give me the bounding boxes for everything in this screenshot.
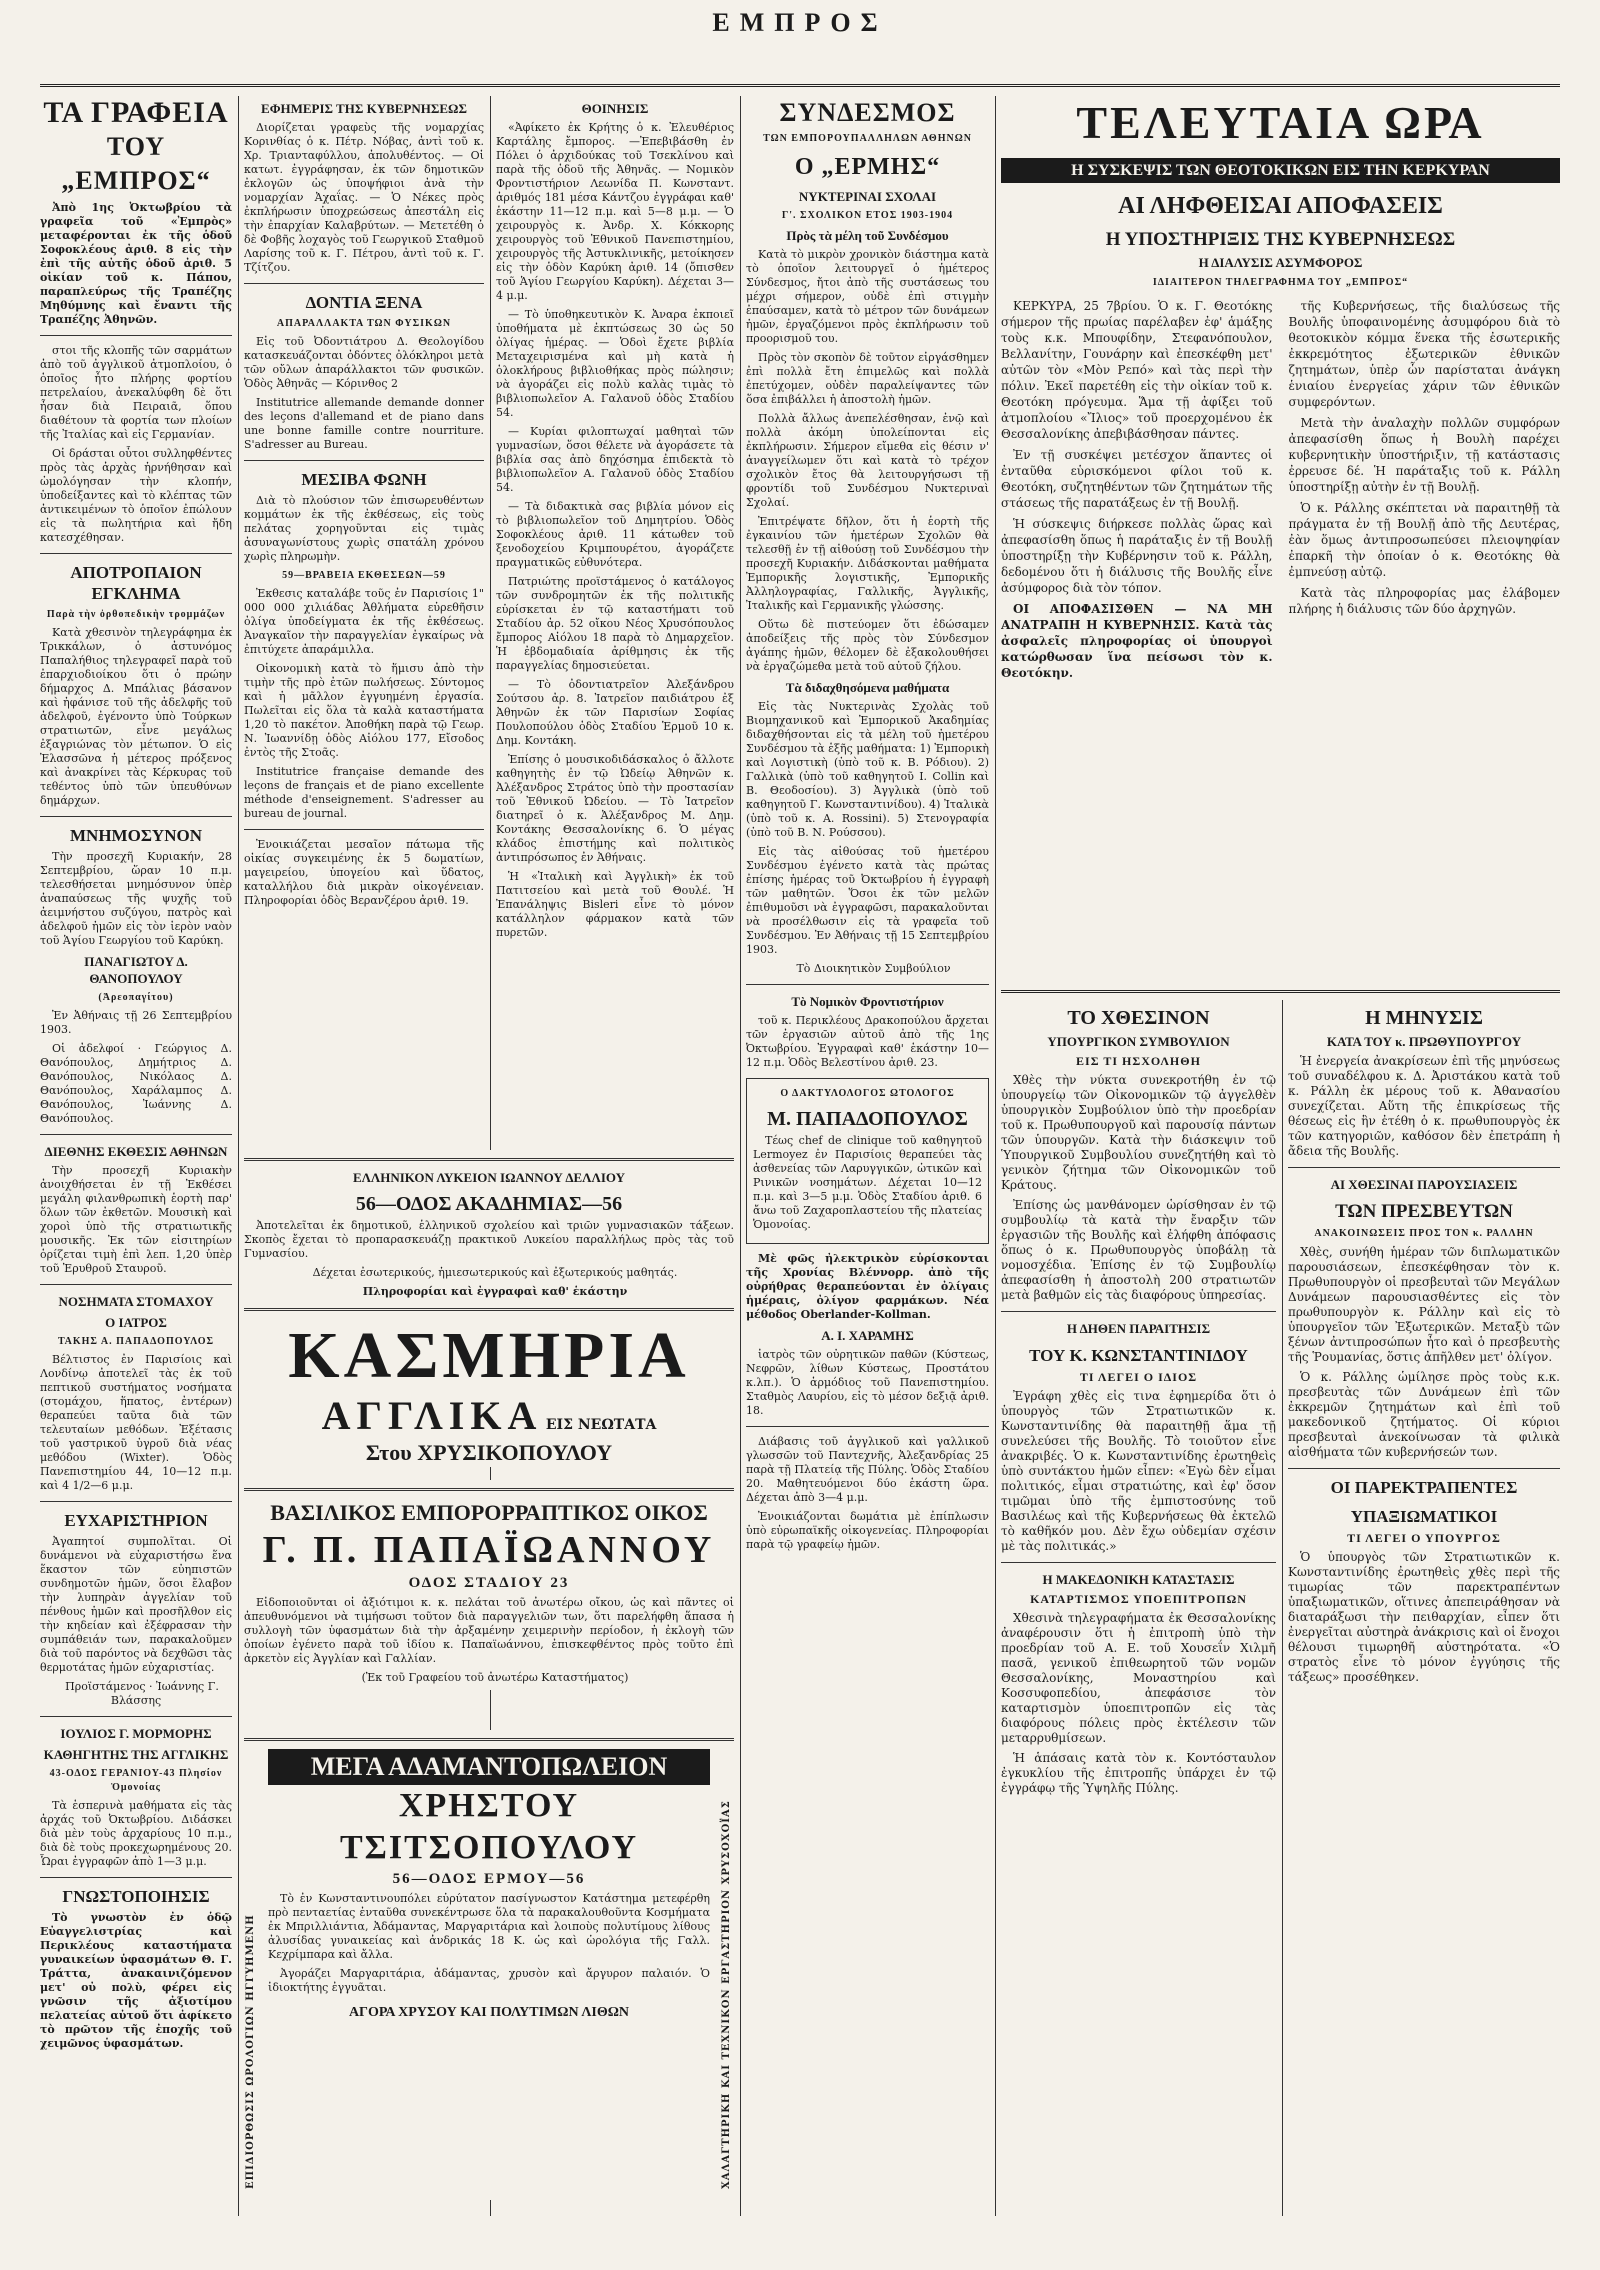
column-2 xyxy=(244,96,484,1146)
cashmere-english: ΑΓΓΛΙΚΑ xyxy=(321,1393,543,1438)
column-rule xyxy=(740,96,741,2216)
headline-teacher: ΙΟΥΛΙΟΣ Γ. ΜΟΡΜΟΡΗΣ xyxy=(60,1726,212,1741)
article-text: Διάβασις τοῦ ἀγγλικοῦ καὶ γαλλικοῦ γλωσσῶν τοῦ Παντεχνῆς, Ἀλεξανδρίας 25 παρὰ τῇ Πλατείᾳ τῆς Πύλης. Ὁδὸς Σταδίου 20. Μαθητευόμενοι δύο ἑκάστη ὥρα. Δέχεται ἀπὸ 3—4 μ.μ. xyxy=(746,1435,989,1504)
newspaper-title: ΕΜΠΡΟΣ xyxy=(712,8,888,37)
article-text: Institutrice française demande des leçons de français et de piano excellente méthode d'enseignement. S'adresser au bureau de journal. xyxy=(244,765,484,820)
cashmere-store: Στου ΧΡΥΣΙΚΟΠΟΥΛΟΥ xyxy=(365,1440,613,1465)
headline-nco-2: ΥΠΑΞΙΩΜΑΤΙΚΟΙ xyxy=(1350,1507,1498,1526)
article-text: Οἰκονομικὴ κατὰ τὸ ἥμισυ ἀπὸ τὴν τιμὴν τῆς πρὸ ἐτῶν πωλήσεως. Σύντομος καὶ ἡ μᾶλλον ἐγγυημένη ἐργασία. Πωλεῖται εἰς ὅλα τὰ καλὰ καταστήματα 1,20 τὸ πακέτον. Ἀποθήκη παρὰ τῷ Γεωρ. Ν. Ἰωαννίδῃ ὁδὸς Αἰόλου 177, Εἴσοδος ἐντὸς τῆς Στοᾶς. xyxy=(244,662,484,759)
article-text: Εἰς τοῦ Ὀδοντιάτρου Δ. Θεολογίδου κατασκευάζονται ὀδόντες ὀλόκληροι μετὰ τῶν οὔλων ἀπαράλλακτοι τῶν φυσικῶν. Ὁδὸς Ἀθηνᾶς — Κόρινθος 2 xyxy=(244,335,484,390)
article-text: Ἡ σύσκεψις διήρκεσε πολλὰς ὥρας καὶ ἀπεφασίσθη ὅπως ἡ παράταξις ἐν τῇ Βουλῇ ὑποστηρίξῃ τὴν Κυβέρνησιν τοῦ κ. Ράλλη, δεδομένου ὅτι ἡ διάλυσις τῆς Βουλῆς εἶνε ἀσύμφορος διὰ τὸν τόπον. xyxy=(1001,517,1273,595)
headline-memorial: ΜΝΗΜΟΣΥΝΟΝ xyxy=(70,826,202,845)
headline-notice: ΓΝΩΣΤΟΠΟΙΗΣΙΣ xyxy=(62,1887,210,1906)
masthead-rule xyxy=(40,84,1560,87)
doctor-name: ΤΑΚΗΣ Α. ΠΑΠΑΔΟΠΟΥΛΟΣ xyxy=(57,1336,215,1347)
article-text: Ἐνοικιάζεται μεσαῖον πάτωμα τῆς οἰκίας συγκειμένης ἐκ 5 δωματίων, μαγειρείου, ὑπογείου καὶ ὕδατος, καταλλήλου διὰ μικρὰν οἰκογένειαν. Πληροφορίαι ὁδὸς Βερανζέρου ἀριθ. 19. xyxy=(244,838,484,907)
article-text: Κατὰ τὸ μικρὸν χρονικὸν διάστημα κατὰ τὸ ὁποῖον λειτουργεῖ ὁ ἡμέτερος Σύνδεσμος, ἤτοι ἀπὸ τῆς συστάσεως του μέχρι σήμερον, οὐδὲ ἐπὶ στιγμὴν ἐπαύσαμεν, κατὰ τὸ μέτρον τῶν δυνάμεων ἡμῶν, ἐργαζόμενοι πρὸς ἐκπλήρωσιν τοῦ προορισμοῦ του. xyxy=(746,248,989,345)
column-1 xyxy=(40,96,232,2216)
headline-misc: ΘΟΙΝΗΣΙΣ xyxy=(581,101,649,116)
memorial-name: ΠΑΝΑΓΙΩΤΟΥ Δ. ΘΑΝΟΠΟΥΛΟΥ xyxy=(84,954,188,986)
subhead-teeth: ΑΠΑΡΑΛΛΑΚΤΑ ΤΩΝ ΦΥΣΙΚΩΝ xyxy=(276,318,452,329)
ad-prizes: 59—ΒΡΑΒΕΙΑ ΕΚΘΕΣΕΩΝ—59 xyxy=(282,570,446,581)
article-text: Ἐν τῇ συσκέψει μετέσχον ἅπαντες οἱ ἐνταῦθα εὑρισκόμενοι φίλοι τοῦ κ. Θεοτόκη, συζητηθέντων τῶν ζητημάτων τῆς στάσεως τῆς παρατάξεως ἐν τῇ Βουλῇ. xyxy=(1001,448,1273,510)
article-text: στοι τῆς κλοπῆς τῶν σαρμάτων ἀπὸ τοῦ ἀγγλικοῦ ἀτμοπλοίου, ὁ ὁποῖος ἦτο πλήρης φορτίου πετρελαίου, ἀνεκαλύφθη δὲ ὅτι ἦσαν διὰ Πειραιᾶ, ὅπου διαθέτουν τὰ φορτία των πλοίων τῆς Ἰταλίας καὶ εἰς Γερμανίαν. xyxy=(40,344,232,441)
association-subtitle: ΤΩΝ ΕΜΠΟΡΟΥΠΑΛΛΗΛΩΝ ΑΘΗΝΩΝ xyxy=(763,133,972,144)
article-text: Ἐγράφη χθὲς εἰς τινα ἐφημερίδα ὅτι ὁ ὑπουργὸς τῶν Στρατιωτικῶν κ. Κωνσταντινίδης θὰ παραιτηθῇ ἅμα τῇ συνελεύσει τῆς Βουλῆς. Τὸ τοιοῦτον εἶνε ἀνακριβές. Ὁ κ. Κωνσταντινίδης ἐρωτηθεὶς ὑπὸ συντάκτου ἡμῶν εἶπεν: «Ἐγὼ δὲν εἶμαι πολιτικός, εἶμαι στρατιώτης, καὶ ἐφ' ὅσον τιμῶμαι ὑπὸ τῆς ἐμπιστοσύνης τοῦ Βασιλέως καὶ τῆς Κυβερνήσεως θὰ ἐκτελῶ τὸ καθῆκόν μου. Δὲν ἔχω οὐδεμίαν σχέσιν μὲ τὰς πολιτικάς.» xyxy=(1001,1389,1276,1553)
teacher-title: ΚΑΘΗΓΗΤΗΣ ΤΗΣ ΑΓΓΛΙΚΗΣ xyxy=(43,1747,229,1762)
article-text: Ἐνοικιάζονται δωμάτια μὲ ἐπίπλωσιν ὑπὸ εὐρωπαϊκῆς οἰκογενείας. Πληροφορίαι παρὰ τῷ γραφείῳ ἡμῶν. xyxy=(746,1510,989,1551)
lyceum-text: Ἀποτελεῖται ἐκ δημοτικοῦ, ἑλληνικοῦ σχολείου καὶ τριῶν γυμνασιακῶν τάξεων. Σκοπὸς ἔχεται τὸ προπαρασκευάζῃ πρακτικοῦ Λυκείου παραλλήλως πρὸς τὰς τοῦ Γυμνασίου. xyxy=(244,1219,734,1260)
doctor-name-2: Μ. ΠΑΠΑΔΟΠΟΥΛΟΣ xyxy=(767,1108,968,1130)
article-text: ΚΕΡΚΥΡΑ, 25 7βρίου. Ὁ κ. Γ. Θεοτόκης σήμερον τῆς πρωίας παρέλαβεν ἐφ' ἁμάξης τοὺς κ.κ. Μπουφίδην, Στεφανόπουλον, Βελλανίτην, Γουνάρην καὶ ἐπεσκέφθη μετ' αὐτῶν τὸν «Μὸν Ρεπό» καὶ τὰς περὶ τὴν πόλιν. Ἐκεῖ παρετέθη εἰς τὴν οἰκίαν τοῦ κ. Θεοτόκη πρόγευμα. Ἅμα τῇ ἀφίξει τοῦ ἀτμοπλοίου «Ἴλιος» τοῦ προερχομένου ἐκ Θεσσαλονίκης ἀπεβιβάσθησαν πάντες. xyxy=(1001,299,1273,441)
article-text: τοῦ κ. Περικλέους Δρακοπούλου ἄρχεται τῶν ἐργασιῶν αὐτοῦ ἀπὸ τῆς 1ης Ὀκτωβρίου. Ἐγγραφαὶ καθ' ἑκάστην 10—12 π.μ. Ὁδὸς Βελεστίνου ἀριθ. 23. xyxy=(746,1014,989,1069)
cashmere-newest: ΕΙΣ ΝΕΩΤΑΤΑ xyxy=(545,1417,657,1433)
subhead-nco: ΤΙ ΛΕΓΕΙ Ο ΥΠΟΥΡΓΟΣ xyxy=(1347,1531,1501,1545)
article-text: — Τὰ διδακτικὰ σας βιβλία μόνον εἰς τὸ βιβλιοπωλεῖον τοῦ Δημητρίου. Ὁδὸς Σοφοκλέους ἀριθ. 11 κάτωθεν τοῦ ξενοδοχείου Κριμπουρέτου, ἀγοράζετε πραγματικῶς εὐθυνότερα. xyxy=(496,500,734,569)
tailor-name: Γ. Π. ΠΑΠΑΪΩΑΝΝΟΥ xyxy=(262,1529,716,1571)
jeweller-address: 56—ΟΔΟΣ ΕΡΜΟΥ—56 xyxy=(392,1871,586,1887)
ad-tailor xyxy=(244,1480,734,1690)
article-text: Τὰ ἑσπερινὰ μαθήματα εἰς τὰς ἀρχάς τοῦ Ὀκτωβρίου. Διδάσκει διὰ μὲν τοὺς ἀρχαρίους 10 π.μ., διὰ δὲ τοὺς προκεχωρημένους 20. Ὧραι ἐγγραφῶν ἀπὸ 1—3 μ.μ. xyxy=(40,1799,232,1868)
offices-notice: Ἀπὸ 1ης Ὀκτωβρίου τὰ γραφεῖα τοῦ «Ἐμπρὸς» μεταφέρονται ἐκ τῆς ὁδοῦ Σοφοκλέους ἀριθ. 8 εἰς τὴν ἐπὶ τῆς αὐτῆς ὁδοῦ ἀριθ. 5 οἰκίαν τοῦ κ. Πάπου, παραπλεύρως τῆς Τραπέζης Μηθύμνης καὶ ἔναντι τῆς Τραπέζης Ἀθηνῶν. xyxy=(40,201,232,326)
article-text: Ὁ ὑπουργὸς τῶν Στρατιωτικῶν κ. Κωνσταντινίδης ἐρωτηθεὶς χθὲς περὶ τῆς τιμωρίας τῶν παρεκτραπέντων ὑπαξιωματικῶν, οἵτινες ἀπεπειράθησαν νὰ διαταράξωσι τὴν πειθαρχίαν, εἶπεν ὅτι ἐνεργεῖται αὐστηρὰ ἀνάκρισις καὶ οἱ ἔνοχοι θέλουσι τιμωρηθῆ αὐστηρότατα. «Ὁ στρατὸς εἶνε τὸ μόνον ἐγγύησις τῆς τάξεως» προσέθηκεν. xyxy=(1288,1550,1560,1684)
article-text: Πρὸς τὸν σκοπὸν δὲ τοῦτον εἰργάσθημεν ἐπὶ πολλὰ ἔτη ἐπιμελῶς καὶ πολλὰ ἐπετύχομεν, οὐδὲν παραλείψαντες τῶν ὅσα ἐπιβάλλει ἡ ἀποστολὴ ἡμῶν. xyxy=(746,351,989,406)
school-year: Γ'. ΣΧΟΛΙΚΟΝ ΕΤΟΣ 1903-1904 xyxy=(781,210,954,221)
headline-conference: Η ΣΥΣΚΕΨΙΣ ΤΩΝ ΘΕΟΤΟΚΙΚΩΝ ΕΙΣ ΤΗΝ ΚΕΡΚΥΡΑΝ xyxy=(1001,158,1560,183)
jeweller-title: ΜΕΓΑ ΑΔΑΜΑΝΤΟΠΩΛΕΙΟΝ xyxy=(268,1749,710,1785)
masthead xyxy=(40,8,1560,78)
members-lead: Πρὸς τὰ μέλη τοῦ Συνδέσμου xyxy=(786,228,949,243)
headline-support: Η ΥΠΟΣΤΗΡΙΞΙΣ ΤΗΣ ΚΥΒΕΡΝΗΣΕΩΣ xyxy=(1105,229,1456,250)
jeweller-side-left: ΕΠΙΔΙΟΡΘΩΣΙΣ ΩΡΟΛΟΓΙΩΝ ΗΓΓΥΗΜΕΝΗ xyxy=(245,1914,256,2189)
memorial-family: Οἱ ἀδελφοί · Γεώργιος Δ. Θανόπουλος, Δημήτριος Δ. Θανόπουλος, Νικόλαος Δ. Θανόπουλος, Χαράλαμπος Δ. Θανόπουλος, Ἰωάννης Δ. Θανόπουλος. xyxy=(40,1042,232,1125)
article-text: — Τὸ ὀδοντιατρεῖον Ἀλεξάνδρου Σούτσου ἀρ. 8. Ἰατρεῖον παιδιάτρου ἐξ Ἀθηνῶν ἐκ τῶν Παρισίων Σοφίας Πουλοπούλου ὁδὸς Σταδίου Ἑρμοῦ 10 κ. Δημ. Κοντάκη. xyxy=(496,678,734,747)
headline-offices: ΤΑ ΓΡΑΦΕΙΑ xyxy=(43,96,229,129)
headline-thanks: ΕΥΧΑΡΙΣΤΗΡΙΟΝ xyxy=(64,1511,208,1530)
article-text: Institutrice allemande demande donner des leçons d'allemand et de piano dans une bonne famille contre nourriture. S'adresser au Bureau. xyxy=(244,396,484,451)
article-text: Πατριώτης προϊστάμενος ὁ κατάλογος τῶν συνδρομητῶν ἐκ τῆς πολιτικῆς εὐρίσκεται ἐν τῷ καταστήματι τοῦ Σταδίου ἀρ. 52 οἴκου Νέος Χρυσόπουλος ἔμπορος Αἰόλου 18 παρὰ τὸ Δημαρχεῖον. Ἡ ἐβδομαδιαία ἀρίθμησις ἐκ τῆς παραγγελίας δημοσιεύεται. xyxy=(496,575,734,672)
article-text: Ἀγαπητοί συμπολῖται. Οἱ δυνάμενοι νὰ εὐχαριστήσω ἕνα ἕκαστον τῶν εὐηπιστῶν συνδημοτῶν ἡμῶν, ὅσοι ἔλαβον τὴν λυπηρὰν ἀγγελίαν τοῦ πένθους ἡμῶν καὶ προσῆλθον εἰς τὴν κηδείαν καὶ ἐξέφρασαν τὴν συμπάθειάν των, παρακαλοῦμεν διὰ τοῦ παρόντος νὰ δεχθῶσι τὰς θερμοτάτας ἡμῶν εὐχαριστίας. xyxy=(40,1535,232,1674)
article-text: Διὰ τὸ πλούσιον τῶν ἐπισωρευθέντων κομμάτων ἐκ τῆς ἐκθέσεως, εἰς τοὺς πελάτας χορηγοῦνται εἰς τιμὰς ἀσυναγωνίστους χωρὶς σπατάλη χρόνου χωρὶς πληρωμὴν. xyxy=(244,494,484,563)
doctor-charamis: Α. Ι. ΧΑΡΑΜΗΣ xyxy=(821,1328,914,1343)
article-text: Ἡ «Ἰταλικὴ καὶ Ἀγγλικὴ» ἐκ τοῦ Πατιτσείου καὶ μετὰ τοῦ Θουλέ. Ἡ Ἐπανάληψις Bisleri εἶνε τὸ μόνον κατάλληλον φάρμακον κατὰ τῶν πυρετῶν. xyxy=(496,870,734,939)
jeweller-name: ΧΡΗΣΤΟΥ ΤΣΙΤΣΟΠΟΥΛΟΥ xyxy=(339,1787,639,1866)
article-text: Ὁ κ. Ράλλης σκέπτεται νὰ παραιτηθῇ τὰ πράγματα ἐν τῇ Βουλῇ ἀπὸ τῆς Δευτέρας, ἐὰν ὅμως ἀντιπροσωπεύσει πλειοψηφίαν ἐπαρκῆ τὴν ὁποίαν ὁ κ. Θεοτόκης θὰ ἐμπνεύσῃ αὐτῷ. xyxy=(1288,501,1560,579)
article-text: — Τὸ ὑποθηκευτικὸν Κ. Ἀναρα ἐκποιεῖ ὑποθήματα μὲ ἐκπτώσεως 30 ὡς 50 ὀλίγας ἡμέρας. — Ὁδοὶ ἔχετε βιβλία Μεταχειρισμένα καὶ μὴ κατὰ ἡ ὁλοκλήρους βιβλιοθήκας πρὸς πώλησιν; νὰ ἀγοράζει εἰς πολὺ καλὰς τιμὰς τὸ βιβλιοπωλεῖον Α. Γαλανοῦ ὁδὸς Σταδίου 54. xyxy=(496,308,734,419)
article-text: Εἰς τὰς αἰθούσας τοῦ ἡμετέρου Συνδέσμου ἐγένετο κατὰ τὰς πρώτας ἐπίσης ἡμέρας τοῦ Ὀκτωβρίου ἡ ἐγγραφὴ τῶν μαθητῶν. Ὅσοι ἐκ τῶν μελῶν ἐπιθυμοῦσι νὰ ἐγγραφῶσι, παρακαλοῦνται νὰ προσέλθωσιν εἰς τὰ γραφεῖα τοῦ Συνδέσμου. Ἐν Ἀθήναις τῇ 15 Σεπτεμβρίου 1903. xyxy=(746,845,989,956)
association-name: Ο „ΕΡΜΗΣ“ xyxy=(794,154,941,180)
subhead-crime: Παρὰ τὴν ὀρθοπεδικὴν τρομμάζων xyxy=(46,609,226,620)
column-5 xyxy=(1001,1000,1276,2216)
jeweller-text: Τὸ ἐν Κωνσταντινουπόλει εὐρύτατον πασίγνωστον Κατάστημα μετεφέρθη πρὸ πενταετίας ἐνταῦθα συνεκέντρωσε ὅλα τὰ παρακαλουθοῦντα Κοσμήματα ἐκ Μπριλλιάντια, Ἀδάμαντας, Μαργαριτάρια καὶ λοιποὺς πολυτίμους λίθους ἀλυσίδας γυναικείας καὶ ἀνδρικάς 18 Κ. ὡς καὶ ὡρολόγια τῆς Γαλλ. Κεχρίμπαρα καὶ ἄλλα. xyxy=(268,1892,710,1961)
tailor-address: ΟΔΟΣ ΣΤΑΔΙΟΥ 23 xyxy=(408,1575,570,1591)
teacher-address: 43-ΟΔΟΣ ΓΕΡΑΝΙΟΥ-43 Πλησίον Ὁμονοίας xyxy=(49,1768,223,1793)
lyceum-address: 56—ΟΔΟΣ ΑΚΑΔΗΜΙΑΣ—56 xyxy=(355,1193,623,1215)
headline-yesterday: ΤΟ ΧΘΕΣΙΝΟΝ xyxy=(1067,1007,1210,1029)
headline-resignation: Η ΔΗΘΕΝ ΠΑΡΑΙΤΗΣΙΣ xyxy=(1066,1321,1211,1336)
headline-gazette: ΕΦΗΜΕΡΙΣ ΤΗΣ ΚΥΒΕΡΝΗΣΕΩΣ xyxy=(261,101,467,116)
column-rule xyxy=(995,96,996,2216)
headline-nco: ΟΙ ΠΑΡΕΚΤΡΑΠΕΝΤΕΣ xyxy=(1330,1478,1518,1497)
article-text: Τέως chef de clinique τοῦ καθηγητοῦ Lermoyez ἐν Παρισίοις θεραπεύει τὰς ἀσθενείας τῶν Λαρυγγικῶν, ὠτικῶν καὶ Ρινικῶν νοσημάτων. Δέχεται 10—12 π.μ. καὶ 3—5 μ.μ. Ὁδὸς Σταδίου ἀριθ. 6 ἄνω τοῦ Ζαχαροπλαστείου τῆς πλατείας Ὁμονοίας. xyxy=(753,1134,982,1231)
headline-minister: ΤΟΥ Κ. ΚΩΝΣΤΑΝΤΙΝΙΔΟΥ xyxy=(1029,1346,1248,1365)
article-text: Μετὰ τὴν ἀναλαχὴν πολλῶν συμφόρων ἀπεφασίσθη ὅπως ἡ Βουλὴ παρέχει κυβερνητικὴν ὑποστήριξιν, τῇ κατάστασις ἐρρευσε δέ. Ἡ παράταξις τοῦ κ. Ράλλη ὑποστηρίξῃ αὐτὴν ἐν τῇ Βουλῇ. xyxy=(1288,416,1560,494)
memorial-date: Ἐν Ἀθήναις τῇ 26 Σεπτεμβρίου 1903. xyxy=(40,1009,232,1036)
headline-decisions: ΑΙ ΛΗΦΘΕΙΣΑΙ ΑΠΟΦΑΣΕΙΣ xyxy=(1118,193,1443,219)
tailor-text: Εἰδοποιοῦνται οἱ ἀξιότιμοι κ. κ. πελάται τοῦ ἀνωτέρω οἴκου, ὡς καὶ πᾶντες οἱ ἀπευθυνόμενοι νὰ τιμήσωσι τοῦτον διὰ παραγγελιῶν των, ὅτι παρελήφθη ἅπασα ἡ συλλογὴ τῶν ὑφασμάτων διὰ τὴν ἀρξαμένην χειμερινὴν περίοδον, ἡ ἐκλογὴ τῶν ὁποίων ἐγένετο παρὰ τοῦ ἰδίου κ. Παπαϊωάννου, ἐπισκεφθέντος πρὸς τοῦτο ἐπὶ ἀρκετὸν εἰς Ἀγγλίαν καὶ Γαλλίαν. xyxy=(244,1596,734,1665)
jeweller-side-right: ΧΑΛΑΓΤΗΡΙΚΗ ΚΑΙ ΤΕΧΝΙΚΟΝ ΕΡΓΑΣΤΗΡΙΟΝ ΧΡΥΣΟΧΟΪΑΣ xyxy=(721,1800,732,2189)
headline-offices-2: ΤΟΥ „ΕΜΠΡΟΣ“ xyxy=(61,132,211,195)
article-text: Τὴν προσεχῆ Κυριακὴν ἀνοιχθήσεται ἐν τῇ Ἐκθέσει μεγάλη φιλανθρωπικὴ ἑορτὴ παρ' ὅλων τῶν ἐκθετῶν. Μουσικὴ καὶ χοροὶ ὑπὸ τῆς στρατιωτικῆς μουσικῆς. Ἐκ τῶν εἰσιτηρίων ὁρίζεται τιμὴ ἐπὶ λεπ. 1,20 ὑπὲρ τοῦ Ἐρυθροῦ Σταυροῦ. xyxy=(40,1164,232,1275)
article-text: Βέλτιστος ἐν Παρισίοις καὶ Λονδίνῳ ἀποτελεῖ τὰς ἐκ τοῦ πεπτικοῦ συστήματος νοσήματα (στομάχου, ἥπατος, ἐντέρων) θεραπεύει ταῦτα διὰ τῶν τελευταίων μεθόδων. Ἐξέτασις τοῦ γαστρικοῦ ὑγροῦ διὰ νέας μεθόδου (Wixter). Ὁδὸς Πανεπιστημίου 44, 10—12 π.μ. καὶ 4 1/2—6 μ.μ. xyxy=(40,1353,232,1492)
headline-stomach: ΝΟΣΗΜΑΤΑ ΣΤΟΜΑΧΟΥ xyxy=(58,1294,214,1309)
column-rule xyxy=(1282,1000,1283,2216)
jeweller-text: Ἀγοράζει Μαργαριτάρια, ἀδάμαντας, χρυσὸν καὶ ἄργυρον παλαιόν. Ὁ ἰδιοκτήτης ἐγγυᾶται. xyxy=(268,1967,710,1994)
article-text: Κατὰ χθεσινὸν τηλεγράφημα ἐκ Τρικκάλων, ὁ ἀστυνόμος Παπαλήθιος τηλεγραφεῖ παρὰ τοῦ ἐπαρχιοδιοίκου ὅτι ὁ πρώην δήμαρχος Δ. Μπάλιας βάσανον καὶ ἠφάνισε τοῦ τῆς ἀδελφῆς τοῦ ἀδελφοῦ, ἐγένοντο ὑπὸ Τούρκων στρατιωτῶν, εἶνε μεγάλως ἐξαγριώνας τὸν μέτωπον. Ὁ εἰς Ἐλασσῶνα ἡ μέτερος πρόξενος καὶ ἀνακρίνει τὰς Κέρκυρας τοῦ τεθέντος ὑπὸ τῶν ὑπευθύνων δημάρχων. xyxy=(40,626,232,807)
tailor-office: (Ἐκ τοῦ Γραφείου τοῦ ἀνωτέρω Καταστήματος) xyxy=(361,1671,629,1684)
headline-teeth: ΔΟΝΤΙΑ ΞΕΝΑ xyxy=(305,293,423,312)
article-text: ἰατρὸς τῶν οὐρητικῶν παθῶν (Κύστεως, Νεφρῶν, λίθων Κύστεως, Προστάτου κ.λπ.). Ὁ ἁρμόδιος τοῦ Πανεπιστημίου. Σταθμὸς Λαυρίου, εἰς τὸ μέσον δεξιᾷ ἀριθ. 18. xyxy=(746,1348,989,1417)
article-text: Ἐπίσης ὡς μανθάνομεν ὡρίσθησαν ἐν τῷ συμβουλίῳ τὰ κατὰ τὴν ἔναρξιν τῶν ἐργασιῶν τῆς Βουλῆς καὶ ἐλήφθη ἀπόφασις ὅπως ὁ κ. Πρωθυπουργὸς ὑποβάλῃ τὰ νομοσχέδια. Ἐπίσης ἐν τῷ Συμβουλίῳ ἀπεφασίσθη ἡ ἀποστολὴ 200 στρατιωτῶν μετὰ βαθμῶν εἰς τὰς διαφόρους ὑπηρεσίας. xyxy=(1001,1198,1276,1302)
jeweller-footer: ΑΓΟΡΑ ΧΡΥΣΟΥ ΚΑΙ ΠΟΛΥΤΙΜΩΝ ΛΙΘΩΝ xyxy=(348,2005,630,2020)
column-4 xyxy=(746,96,989,2216)
article-text: Διορίζεται γραφεὺς τῆς νομαρχίας Κορινθίας ὁ κ. Πέτρ. Νόβας, ἀντὶ τοῦ κ. Χρ. Τριανταφύλλου, ἀπολυθέντος. — Οἱ κατωτ. ἐγγράφησαν, ἐκ τῶν δημοτικῶν ἐκλογῶν ὡς ὑποψήφιοι ἀνὰ τὴν νομαρχίαν Ἀχαΐας. — Ὁ Νέκες πρὸς ἐκπλήρωσιν ὑποχρεώσεως ἀπεστάλη εἰς τὴν ἐπαρχίαν Καλαβρύτων. — Μετετέθη ὁ δὲ Φοβῆς λοχαγὸς τοῦ Γεωργικοῦ Σταθμοῦ Λαρίσης τοῦ κ. Γ. Πέτρου, ἀντὶ τοῦ κ. Γ. Τζίτζου. xyxy=(244,121,484,274)
doctor-specialty: Ο ΔΑΚΤΥΛΟΛΟΓΟΣ ΩΤΟΛΟΓΟΣ xyxy=(780,1088,955,1099)
subhead-doctor: Ο ΙΑΤΡΟΣ xyxy=(105,1315,167,1330)
board-signature: Τὸ Διοικητικὸν Συμβούλιον xyxy=(796,962,951,975)
headline-last-hour: ΤΕΛΕΥΤΑΙΑ ΩΡΑ xyxy=(1076,97,1485,148)
telegram-label: ΙΔΙΑΙΤΕΡΟΝ ΤΗΛΕΓΡΑΦΗΜΑ ΤΟΥ „ΕΜΠΡΟΣ“ xyxy=(1152,277,1409,288)
article-text: Χθὲς τὴν νύκτα συνεκροτήθη ἐν τῷ ὑπουργείῳ τῶν Οἰκονομικῶν τῷ ἀγγελθὲν ὑπουργικὸν Συμβούλιον ὑπὸ τὴν προεδρίαν τοῦ κ. Πρωθυπουργοῦ καὶ παρουσίᾳ πάντων τῶν ὑπουργῶν. Κατὰ τὴν διάσκεψιν τοῦ Ὑπουργικοῦ Συμβουλίου συνεζητήθη καὶ τὸ γενικὸν ζήτημα τῶν Οἰκονομικῶν τοῦ Κράτους. xyxy=(1001,1073,1276,1192)
article-text: Τὸ γνωστὸν ἐν ὁδῷ Εὐαγγελιστρίας καὶ Περικλέους καταστήματα γυναικείων ὑφασμάτων Θ. Γ. Τράττα, ἀνακαινιζόμενον μετ' οὐ πολὺ, φέρει εἰς γνῶσιν τῆς ἀξιοτίμου πελατείας αὐτοῦ ὅτι ἀφίκετο τὸ πρῶτον τῆς ἐποχῆς τοῦ χειμῶνος ὑφασμάτων. xyxy=(40,1911,232,2050)
column-3 xyxy=(496,96,734,1146)
lyceum-text: Πληροφορίαι καὶ ἐγγραφαὶ καθ' ἑκάστην xyxy=(362,1285,628,1298)
subhead-committees: ΚΑΤΑΡΤΙΣΜΟΣ ΥΠΟΕΠΙΤΡΟΠΩΝ xyxy=(1030,1592,1247,1606)
tailor-title: ΒΑΣΙΛΙΚΟΣ ΕΜΠΟΡΟΡΡΑΠΤΙΚΟΣ ΟΙΚΟΣ xyxy=(270,1500,708,1525)
subhead-minister: ΤΙ ΛΕΓΕΙ Ο ΙΔΙΟΣ xyxy=(1079,1370,1198,1384)
headline-dissolution: Η ΔΙΑΛΥΣΙΣ ΑΣΥΜΦΟΡΟΣ xyxy=(1198,255,1363,270)
subhead-council: ΕΙΣ ΤΙ ΗΣΧΟΛΗΘΗ xyxy=(1076,1054,1201,1068)
subjects-heading: Τὰ διδαχθησόμενα μαθήματα xyxy=(785,680,950,695)
subhead-complaint: ΚΑΤΑ ΤΟΥ κ. ΠΡΩΘΥΠΟΥΡΓΟΥ xyxy=(1326,1034,1522,1049)
headline-ad: ΜΕΣΙΒΑ ΦΩΝΗ xyxy=(301,470,427,489)
headline-ambassadors: ΤΩΝ ΠΡΕΣΒΕΥΤΩΝ xyxy=(1335,1201,1513,1222)
column-rule xyxy=(238,96,239,2216)
night-schools: ΝΥΚΤΕΡΙΝΑΙ ΣΧΟΛΑΙ xyxy=(798,189,937,204)
headline-complaint: Η ΜΗΝΥΣΙΣ xyxy=(1365,1007,1483,1029)
thanks-signature: Προϊστάμενος · Ἰωάννης Γ. Βλάσσης xyxy=(65,1680,219,1707)
article-text: Ὁ κ. Ράλλης ὡμίλησε πρὸς τοὺς κ.κ. πρεσβευτὰς τῶν Δυνάμεων ἐπὶ τῶν ἐκκρεμῶν ζητημάτων καὶ ἐπὶ τοῦ μακεδονικοῦ ζητήματος. Οἱ κύριοι πρεσβευταὶ ἀνεκοίνωσαν τὰ φιλικὰ αἰσθήματα τῶν κυβερνήσεών των. xyxy=(1288,1370,1560,1459)
article-text: Πολλὰ ἄλλως ἀνεπελέσθησαν, ἐνῷ καὶ πολλὰ ἀκόμη ὑπολείπονται εἰς ἐκπλήρωσιν. Σήμερον εἴμεθα εἰς θέσιν ν' ἀναγγείλωμεν ὅτι καὶ κατὰ τὸ τρέχον σχολικὸν ἔτος θὰ λειτουργήσωσι τῇ φροντίδι τοῦ Συνδέσμου Νυκτεριναὶ Σχολαί. xyxy=(746,412,989,509)
memorial-title: (Ἀρεοπαγίτου) xyxy=(98,992,174,1003)
article-text: Ἐπιτρέψατε δῆλον, ὅτι ἡ ἑορτὴ τῆς ἐγκαινίου τῶν ἡμετέρων Σχολῶν θὰ τελεσθῇ ἐν τῇ αἰθούσῃ τοῦ Συνδέσμου τὴν προσεχῆ Κυριακήν. Διδάσκονται μαθήματα Ἐμπορικῆς λογιστικῆς, Ἐμπορικῆς Ἀλληλογραφίας, Γαλλικῆς, Ἀγγλικῆς, Ἰταλικῆς καὶ Γερμανικῆς γλώσσης. xyxy=(746,515,989,612)
article-text: Εἰς τὰς Νυκτερινὰς Σχολὰς τοῦ Βιομηχανικοῦ καὶ Ἐμπορικοῦ Ἀκαδημίας διδαχθήσονται εἰς τὰ μέλη τοῦ ἡμετέρου Συνδέσμου τὰ ἑξῆς μαθήματα: 1) Ἐμπορικὴ καὶ Λογιστικὴ (ὑπὸ τοῦ κ. Β. Ρόδιου). 2) Γαλλικὰ (ὑπὸ τοῦ καθηγητοῦ Ι. Collin καὶ Β. Θεοδοσίου). 3) Ἀγγλικὰ (ὑπὸ τοῦ καθηγητοῦ Γ. Κωνσταντινίδου). 4) Ἰταλικὰ (ὑπὸ τοῦ κ. A. Rossini). 5) Στενογραφία (ὑπὸ τοῦ Β. Ν. Ρούσσου). xyxy=(746,700,989,839)
article-text: — Κυρίαι φιλοπτωχαί μαθηταὶ τῶν γυμνασίων, ὅσοι θέλετε νὰ ἀγοράσετε τὰ βιβλία σας ἀπὸ δηχόσημα ἐπιδεκτὰ τὸ βιβλιοπωλεῖον Α. Γαλανοῦ ὁδὸς Σταδίου 54. xyxy=(496,425,734,494)
headline-crime: ΑΠΟΤΡΟΠΑΙΟΝ ΕΓΚΛΗΜΑ xyxy=(70,563,202,603)
ad-jeweller xyxy=(244,1730,734,2200)
section-rule xyxy=(1001,990,1560,993)
article-text: Κατὰ τὰς πληροφορίας μας ἐλάβομεν πλήρης ἡ διάλυσις τῶν δύο ἀρχηγῶν. xyxy=(1288,586,1560,616)
headline-presentations: ΑΙ ΧΘΕΣΙΝΑΙ ΠΑΡΟΥΣΙΑΣΕΙΣ xyxy=(1330,1177,1518,1192)
subhead-ambassadors: ΑΝΑΚΟΙΝΩΣΕΙΣ ΠΡΟΣ ΤΟΝ κ. ΡΑΛΛΗΝ xyxy=(1314,1228,1534,1239)
article-text: Χθεσινὰ τηλεγραφήματα ἐκ Θεσσαλονίκης ἀναφέρουσιν ὅτι ἡ ἐπιτροπὴ ὑπὸ τὴν προεδρίαν τοῦ Α. Ε. τοῦ Χουσεΐν Χιλμῆ πασᾶ, γενικοῦ ἐπιθεωρητοῦ τῶν νομῶν Θεσσαλονίκης, Μοναστηρίου καὶ Κοσσυφοπεδίου, ἀπεφάσισε τὸν καταρτισμὸν ὑποεπιτροπῶν εἰς τὰς διαφόρους πόλεις πρὸς ἐκτέλεσιν τῶν μεταρρυθμίσεων. xyxy=(1001,1611,1276,1745)
lyceum-text: Δέχεται ἐσωτερικούς, ἡμιεσωτερικούς καὶ ἐξωτερικούς μαθητάς. xyxy=(312,1266,678,1279)
ad-lyceum xyxy=(244,1150,734,1304)
article-text: τῆς Κυβερνήσεως, τῆς διαλύσεως τῆς Βουλῆς ὑποφαινομένης ἀσυμφόρου διὰ τὸ θεοτοκικὸν κόμμα ἕνεκα τῆς ἐσωτερικῆς ἐκκρεμότητος ἐξωτερικῶν ἐθνικῶν ζητημάτων, ὑπὲρ ὧν παρίσταται ἀνάγκη ἑνιαίου ἐνεργείας χάριν τῶν ἐθνικῶν συμφερόντων. xyxy=(1288,299,1560,409)
article-text: Χθὲς, συνήθη ἡμέραν τῶν διπλωματικῶν παρουσιάσεων, ἐπεσκέφθησαν τὸν κ. Πρωθυπουργὸν οἱ πρεσβευταὶ τῶν Μεγάλων Δυνάμεων παρουσιασθέντες εἰς τὸν πρωθυπουργὸν κ. Ράλλην καὶ εἰς τὸ ὑπουργεῖον τῶν Ἐξωτερικῶν. Μεταξὺ τῶν ξένων ἀντιπροσώπων ἦτο καὶ ὁ πρεσβευτὴς τῆς Ῥουμανίας, ὅστις ἀπῆλθεν μετ' ὀλίγον. xyxy=(1288,1245,1560,1364)
last-hour-section xyxy=(1001,96,1560,976)
headline-exhibition: ΔΙΕΘΝΗΣ ΕΚΘΕΣΙΣ ΑΘΗΝΩΝ xyxy=(44,1144,228,1159)
article-text: ΟΙ ΑΠΟΦΑΣΙΣΘΕΝ — ΝΑ ΜΗ ΑΝΑΤΡΑΠΗ Η ΚΥΒΕΡΝΗΣΙΣ. Κατὰ τὰς ἀσφαλεῖς πληροφορίας οἱ ὑπουργοὶ κατώρθωσαν ἵνα πείσωσι τὸν κ. Θεοτόκην. xyxy=(1001,602,1273,680)
lyceum-title: ΕΛΛΗΝΙΚΟΝ ΛΥΚΕΙΟΝ ΙΩΑΝΝΟΥ ΔΕΛΛΙΟΥ xyxy=(352,1170,626,1185)
ad-doctor xyxy=(746,1078,989,1244)
article-text: Ἐκθεσις καταλάβε τοῦς ἐν Παρισίοις 1" 000 000 χιλιάδας Ἀθλήματα εὐρεθῆσιν ὀλίγα ὑποδείγματα ἐκ τῆς ἐκθέσεως. Ἀναγκαῖον τὴν παραγγελίαν ἐγκαίρως νὰ ἐπιτύχετε ἀπαράμιλλα. xyxy=(244,587,484,656)
article-text: «Ἀφίκετο ἐκ Κρήτης ὁ κ. Ἐλευθέριος Καρτάλης ἔμπορος. —Ἐπεβιβάσθη ἐν Πόλει ὁ ἀρχιδούκας τοῦ Τσεκλίνου καὶ παρὰ τῆς ὁδοῦ τῆς Ἀθηνᾶς. — Νομικὸν Φροντιστήριον Λεωνίδα Π. Κωνσταντ. ἀριθμός 181 μέσα Κάντζου ἐγγράφαι καθ' ἑκάστην 11—12 π.μ. καὶ 5—8 μ.μ. — Ὁ χειρουργὸς κ. Ἀνδρ. Χ. Κόκκορης χειρουργὸς τοῦ Ἑθνικοῦ Πανεπιστημίου, χειρουργὸς τῆς Ἀστυκλινικῆς, μετοίκησεν εἰς τὴν ὁδὸν Καρύκη ἀριθ. 14 (ὄπισθεν τοῦ Ἁγίου Γεωργίου Καρύκη). Δέχεται 3—4 μ.μ. xyxy=(496,121,734,302)
cashmere-title: ΚΑΣΜΗΡΙΑ xyxy=(288,1319,690,1392)
article-text: Οἱ δράσται οὗτοι συλληφθέντες πρὸς τὰς ἀρχὰς ἡρνήθησαν καὶ ὡμολόγησαν τὴν κλοπήν, ὑποδείξαντες καὶ τὸ κλέπτας τῶν ἀντικειμένων τὸ ὁποῖον ἐπώλουν εἰς τὰ πωλητήρια καὶ ἤδη κατεσχέθησαν. xyxy=(40,447,232,544)
headline-council: ΥΠΟΥΡΓΙΚΟΝ ΣΥΜΒΟΥΛΙΟΝ xyxy=(1047,1034,1230,1049)
headline-association: ΣΥΝΔΕΣΜΟΣ xyxy=(779,98,956,127)
ad-cashmere xyxy=(244,1300,734,1467)
article-text: Ἐπίσης ὁ μουσικοδιδάσκαλος ὁ ἄλλοτε καθηγητὴς ἐν τῷ Ὠδείῳ Ἀθηνῶν κ. Ἀλέξανδρος Στράτος ὑπὸ τὴν προστασίαν τοῦ Ἐθνικοῦ Ὠδείου. — Τὸ Ἰατρεῖον διατηρεῖ ὁ κ. Ἀλέξανδρος Μ. Δημ. Κοντάκης Θεσσαλονίκης 6. Ὁ μέγας κλάδος ἐπιστήμης καὶ πολιτικὸς ἀντιπρόσωπος ἐν Ἀθήναις. xyxy=(496,753,734,864)
headline-law-tutoring: Τὸ Νομικὸν Φροντιστήριον xyxy=(791,994,944,1009)
article-text: Οὕτω δὲ πιστεύομεν ὅτι ἐδώσαμεν ἀποδείξεις τῆς πρὸς τὸν Σύνδεσμον ἀγάπης ἡμῶν, θέλομεν δὲ ἐξακολουθήσει νὰ ἐργαζώμεθα μετὰ τοῦ αὐτοῦ ζήλου. xyxy=(746,618,989,673)
article-text: Ἡ ἁπάσαις κατὰ τὸν κ. Κοντόσταυλον ἐγκυκλίου τῆς ἐπιτροπῆς ὑπάρχει ἐν τῷ ἐγγράφῳ τῆς Ὑψηλῆς Πύλης. xyxy=(1001,1751,1276,1795)
column-6 xyxy=(1288,1000,1560,2216)
headline-macedonian: Η ΜΑΚΕΔΟΝΙΚΗ ΚΑΤΑΣΤΑΣΙΣ xyxy=(1042,1572,1235,1587)
article-text: Μὲ φῶς ἠλεκτρικὸν εὑρίσκονται τῆς Χρονίας Βλέννορρ. ἀπὸ τῆς οὐρήθρας θεραπεύονται ἐν ὀλίγαις ἡμέραις, ὀλίγον φαρμάκων. Νέα μέθοδος Oberlander-Kollman. xyxy=(746,1252,989,1321)
article-text: Ἡ ἐνεργεία ἀνακρίσεων ἐπὶ τῆς μηνύσεως τοῦ συναδέλφου κ. Δ. Ἀριστάκου κατὰ τοῦ κ. Ράλλη ἐκ μέρους τοῦ κ. Ἀθανασίου συνεχίζεται. Αὕτη τῆς ἐπικρίσεως τῆς θέσεως εἰς ἣν ἐτέθη ὁ κ. πρωθυπουργὸς ἐκ τῶν κατηγοριῶν, καθόσον δὲν ἐπετράπη ἡ ἄδεια τῆς Βουλῆς. xyxy=(1288,1054,1560,1158)
article-text: Τὴν προσεχῆ Κυριακήν, 28 Σεπτεμβρίου, ὥραν 10 π.μ. τελεσθήσεται μνημόσυνον ὑπὲρ ἀναπαύσεως τῆς ψυχῆς τοῦ ἀειμνήστου συζύγου, πατρὸς καὶ ἀδελφοῦ ἡμῶν εἰς τὸν ἱερὸν ναὸν τοῦ Ἁγίου Γεωργίου τοῦ Καρύκη. xyxy=(40,850,232,947)
